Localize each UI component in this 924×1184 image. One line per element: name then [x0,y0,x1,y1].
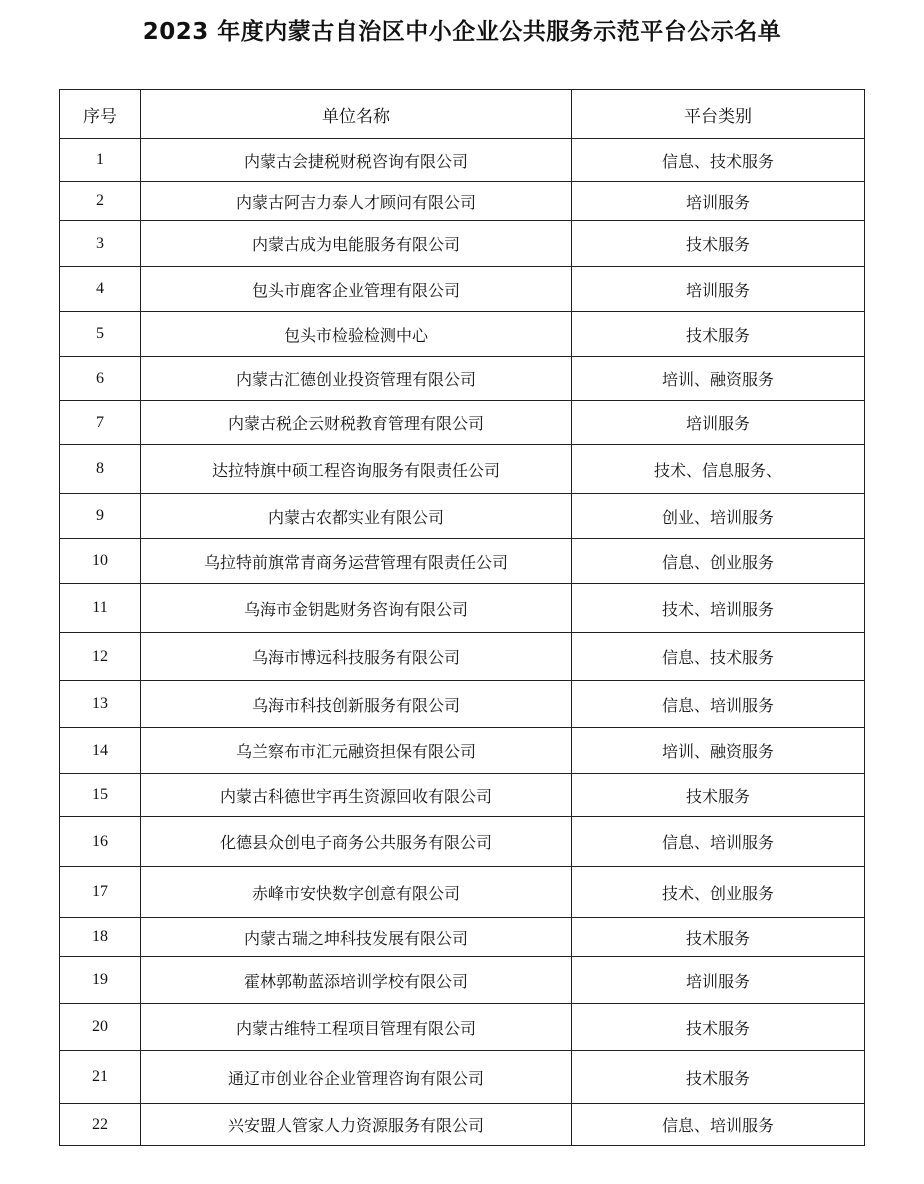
cell-platform-category: 信息、培训服务 [572,817,865,867]
table-row [60,817,865,867]
cell-platform-category: 创业、培训服务 [572,494,865,539]
cell-platform-category: 信息、培训服务 [572,1104,865,1146]
table-row [60,728,865,774]
table-row [60,584,865,633]
cell-platform-category: 技术服务 [572,918,865,957]
table-row [60,357,865,401]
table-row [60,774,865,817]
cell-organization-name: 化德县众创电子商务公共服务有限公司 [141,817,572,867]
cell-serial-number: 13 [60,681,141,728]
table-row [60,139,865,182]
header-organization-name: 单位名称 [141,90,572,139]
cell-organization-name: 包头市检验检测中心 [141,312,572,357]
table-row [60,539,865,584]
cell-organization-name: 达拉特旗中硕工程咨询服务有限责任公司 [141,445,572,494]
cell-organization-name: 内蒙古维特工程项目管理有限公司 [141,1004,572,1051]
header-row [60,90,865,139]
table-row [60,312,865,357]
cell-platform-category: 技术、创业服务 [572,867,865,918]
cell-serial-number: 18 [60,918,141,957]
cell-organization-name: 乌兰察布市汇元融资担保有限公司 [141,728,572,774]
table-row [60,221,865,267]
cell-organization-name: 霍林郭勒蓝添培训学校有限公司 [141,957,572,1004]
cell-platform-category: 技术服务 [572,1051,865,1104]
table-row [60,1104,865,1146]
cell-platform-category: 信息、技术服务 [572,139,865,182]
cell-organization-name: 赤峰市安快数字创意有限公司 [141,867,572,918]
table-row [60,1051,865,1104]
cell-platform-category: 技术服务 [572,312,865,357]
cell-organization-name: 通辽市创业谷企业管理咨询有限公司 [141,1051,572,1104]
cell-serial-number: 4 [60,267,141,312]
cell-serial-number: 9 [60,494,141,539]
cell-platform-category: 培训服务 [572,267,865,312]
cell-organization-name: 乌海市金钥匙财务咨询有限公司 [141,584,572,633]
table-body [60,139,865,1146]
cell-organization-name: 兴安盟人管家人力资源服务有限公司 [141,1104,572,1146]
cell-serial-number: 5 [60,312,141,357]
cell-organization-name: 内蒙古农都实业有限公司 [141,494,572,539]
enterprise-list-table [59,89,865,1146]
cell-serial-number: 3 [60,221,141,267]
cell-serial-number: 19 [60,957,141,1004]
table-row [60,445,865,494]
document-title: 2023 年度内蒙古自治区中小企业公共服务示范平台公示名单 [142,19,782,45]
cell-platform-category: 培训服务 [572,182,865,221]
cell-platform-category: 信息、创业服务 [572,539,865,584]
header-platform-category: 平台类别 [572,90,865,139]
cell-organization-name: 内蒙古税企云财税教育管理有限公司 [141,401,572,445]
cell-organization-name: 内蒙古会捷税财税咨询有限公司 [141,139,572,182]
table-row [60,267,865,312]
cell-serial-number: 10 [60,539,141,584]
table-row [60,182,865,221]
table-row [60,918,865,957]
cell-platform-category: 技术服务 [572,774,865,817]
table-row [60,401,865,445]
table-row [60,867,865,918]
cell-organization-name: 乌拉特前旗常青商务运营管理有限责任公司 [141,539,572,584]
table-row [60,681,865,728]
cell-serial-number: 17 [60,867,141,918]
table-row [60,957,865,1004]
table-row [60,494,865,539]
cell-platform-category: 培训服务 [572,957,865,1004]
cell-serial-number: 22 [60,1104,141,1146]
cell-platform-category: 技术服务 [572,221,865,267]
cell-serial-number: 15 [60,774,141,817]
cell-serial-number: 14 [60,728,141,774]
cell-organization-name: 内蒙古科德世宇再生资源回收有限公司 [141,774,572,817]
cell-platform-category: 培训、融资服务 [572,728,865,774]
cell-organization-name: 内蒙古汇德创业投资管理有限公司 [141,357,572,401]
cell-serial-number: 6 [60,357,141,401]
cell-organization-name: 内蒙古瑞之坤科技发展有限公司 [141,918,572,957]
cell-organization-name: 乌海市科技创新服务有限公司 [141,681,572,728]
cell-platform-category: 培训、融资服务 [572,357,865,401]
cell-organization-name: 内蒙古成为电能服务有限公司 [141,221,572,267]
table-row [60,1004,865,1051]
cell-serial-number: 16 [60,817,141,867]
cell-platform-category: 技术服务 [572,1004,865,1051]
cell-platform-category: 信息、培训服务 [572,681,865,728]
cell-organization-name: 包头市鹿客企业管理有限公司 [141,267,572,312]
cell-platform-category: 培训服务 [572,401,865,445]
cell-serial-number: 20 [60,1004,141,1051]
cell-serial-number: 8 [60,445,141,494]
cell-serial-number: 11 [60,584,141,633]
cell-organization-name: 内蒙古阿吉力泰人才顾问有限公司 [141,182,572,221]
cell-platform-category: 信息、技术服务 [572,633,865,681]
cell-organization-name: 乌海市博远科技服务有限公司 [141,633,572,681]
table-row [60,633,865,681]
cell-platform-category: 技术、信息服务、 [572,445,865,494]
cell-serial-number: 7 [60,401,141,445]
table-header [60,90,865,139]
cell-serial-number: 2 [60,182,141,221]
cell-serial-number: 21 [60,1051,141,1104]
cell-serial-number: 12 [60,633,141,681]
header-serial-number: 序号 [60,90,141,139]
cell-platform-category: 技术、培训服务 [572,584,865,633]
cell-serial-number: 1 [60,139,141,182]
